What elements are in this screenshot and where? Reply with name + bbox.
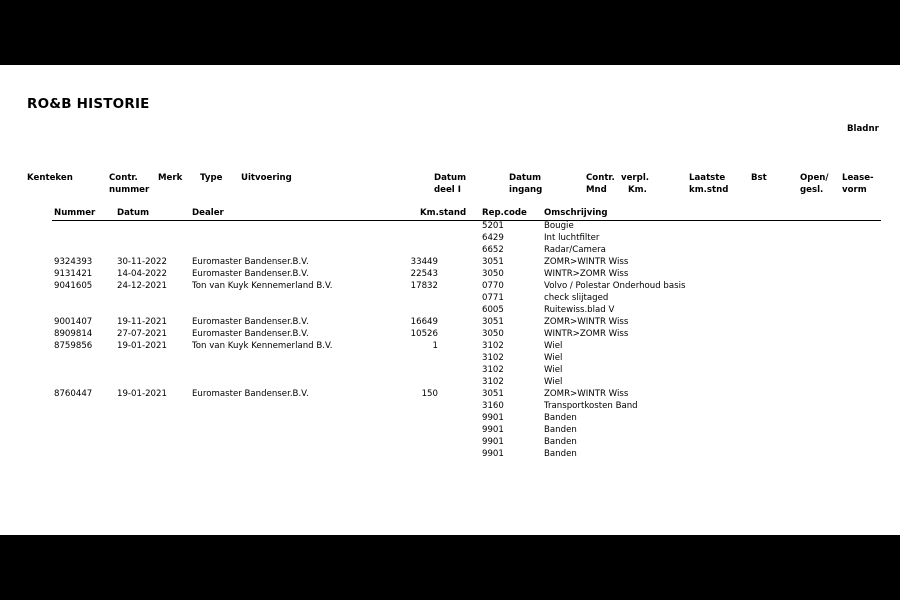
header-contr-nummer-line2: nummer	[109, 185, 150, 195]
cell-datum: 27-07-2021	[117, 329, 167, 339]
header-open-line1: Open/	[800, 173, 829, 183]
cell-omschrijving: Wiel	[544, 365, 563, 375]
header-verpl-km-line2: Km.	[628, 185, 647, 195]
cell-rep-code: 3051	[482, 317, 504, 327]
cell-dealer: Euromaster Bandenser.B.V.	[192, 317, 309, 327]
cell-omschrijving: Wiel	[544, 341, 563, 351]
header-omschrijving: Omschrijving	[544, 208, 608, 218]
header-datum-ingang-line2: ingang	[509, 185, 543, 195]
cell-omschrijving: ZOMR>WINTR Wiss	[544, 257, 629, 267]
cell-nummer: 8909814	[54, 329, 93, 339]
cell-omschrijving: Volvo / Polestar Onderhoud basis	[544, 281, 686, 291]
cell-nummer: 9131421	[54, 269, 93, 279]
cell-omschrijving: Banden	[544, 437, 577, 447]
cell-omschrijving: Transportkosten Band	[544, 401, 638, 411]
cell-km-stand: 1	[432, 341, 438, 351]
cell-nummer: 8759856	[54, 341, 93, 351]
cell-omschrijving: Bougie	[544, 221, 574, 231]
cell-datum: 30-11-2022	[117, 257, 167, 267]
cell-dealer: Euromaster Bandenser.B.V.	[192, 389, 309, 399]
cell-km-stand: 150	[421, 389, 438, 399]
cell-nummer: 9041605	[54, 281, 93, 291]
cell-omschrijving: Wiel	[544, 377, 563, 387]
header-contr-mnd-line1: Contr.	[586, 173, 615, 183]
cell-omschrijving: Wiel	[544, 353, 563, 363]
header-contr-nummer-line1: Contr.	[109, 173, 138, 183]
cell-rep-code: 9901	[482, 425, 504, 435]
cell-rep-code: 3160	[482, 401, 504, 411]
cell-km-stand: 16649	[410, 317, 438, 327]
cell-omschrijving: Banden	[544, 413, 577, 423]
cell-rep-code: 9901	[482, 413, 504, 423]
cell-omschrijving: ZOMR>WINTR Wiss	[544, 317, 629, 327]
document-page	[0, 65, 900, 535]
cell-datum: 24-12-2021	[117, 281, 167, 291]
header-contr-mnd-line2: Mnd	[586, 185, 607, 195]
cell-dealer: Euromaster Bandenser.B.V.	[192, 329, 309, 339]
header-uitvoering: Uitvoering	[241, 173, 292, 183]
cell-nummer: 9001407	[54, 317, 93, 327]
header-verpl-km-line1: verpl.	[621, 173, 650, 183]
cell-rep-code: 9901	[482, 449, 504, 459]
header-dealer: Dealer	[192, 208, 224, 218]
cell-rep-code: 3102	[482, 341, 504, 351]
cell-rep-code: 0771	[482, 293, 504, 303]
header-lease-line2: vorm	[842, 185, 867, 195]
cell-omschrijving: Banden	[544, 449, 577, 459]
header-nummer: Nummer	[54, 208, 96, 218]
header-datum: Datum	[117, 208, 150, 218]
cell-omschrijving: Ruitewiss.blad V	[544, 305, 615, 315]
header-lease-line1: Lease-	[842, 173, 874, 183]
cell-rep-code: 6005	[482, 305, 504, 315]
header-datum-deel-line2: deel I	[434, 185, 461, 195]
cell-rep-code: 3102	[482, 353, 504, 363]
header-open-line2: gesl.	[800, 185, 824, 195]
cell-rep-code: 3050	[482, 329, 504, 339]
header-bst: Bst	[751, 173, 767, 183]
cell-omschrijving: Banden	[544, 425, 577, 435]
cell-omschrijving: Radar/Camera	[544, 245, 606, 255]
bladnr-label: Bladnr	[847, 124, 879, 134]
cell-omschrijving: ZOMR>WINTR Wiss	[544, 389, 629, 399]
cell-km-stand: 33449	[410, 257, 438, 267]
cell-km-stand: 17832	[410, 281, 438, 291]
cell-rep-code: 5201	[482, 221, 504, 231]
cell-omschrijving: WINTR>ZOMR Wiss	[544, 269, 629, 279]
cell-omschrijving: check slijtaged	[544, 293, 609, 303]
cell-rep-code: 3102	[482, 377, 504, 387]
cell-datum: 14-04-2022	[117, 269, 167, 279]
header-laatste-line2: km.stnd	[689, 185, 729, 195]
cell-dealer: Euromaster Bandenser.B.V.	[192, 257, 309, 267]
header-datum-ingang-line1: Datum	[509, 173, 542, 183]
cell-dealer: Ton van Kuyk Kennemerland B.V.	[192, 341, 333, 351]
header-datum-deel-line1: Datum	[434, 173, 467, 183]
header-laatste-line1: Laatste	[689, 173, 726, 183]
cell-omschrijving: WINTR>ZOMR Wiss	[544, 329, 629, 339]
header-type: Type	[200, 173, 223, 183]
header-km-stand: Km.stand	[420, 208, 467, 218]
cell-datum: 19-01-2021	[117, 389, 167, 399]
cell-km-stand: 22543	[410, 269, 438, 279]
header-merk: Merk	[158, 173, 183, 183]
cell-dealer: Ton van Kuyk Kennemerland B.V.	[192, 281, 333, 291]
cell-rep-code: 0770	[482, 281, 504, 291]
cell-rep-code: 3051	[482, 389, 504, 399]
cell-omschrijving: Int luchtfilter	[544, 233, 600, 243]
cell-rep-code: 9901	[482, 437, 504, 447]
cell-rep-code: 6429	[482, 233, 504, 243]
header-rep-code: Rep.code	[482, 208, 527, 218]
cell-km-stand: 10526	[410, 329, 438, 339]
header-kenteken: Kenteken	[27, 173, 73, 183]
cell-nummer: 8760447	[54, 389, 93, 399]
cell-datum: 19-01-2021	[117, 341, 167, 351]
header-divider	[52, 220, 881, 221]
cell-datum: 19-11-2021	[117, 317, 167, 327]
cell-rep-code: 3102	[482, 365, 504, 375]
cell-rep-code: 3051	[482, 257, 504, 267]
cell-nummer: 9324393	[54, 257, 93, 267]
cell-rep-code: 3050	[482, 269, 504, 279]
cell-rep-code: 6652	[482, 245, 504, 255]
cell-dealer: Euromaster Bandenser.B.V.	[192, 269, 309, 279]
page-title: RO&B HISTORIE	[27, 96, 150, 112]
